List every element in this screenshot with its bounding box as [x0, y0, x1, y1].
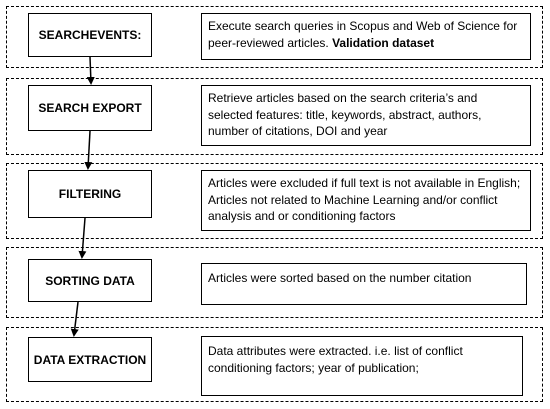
- desc-box-search-export: [201, 85, 531, 146]
- desc-box-data-extraction: [201, 336, 523, 396]
- desc-box-search-events: [201, 13, 531, 60]
- step-label: SEARCH EXPORT: [38, 101, 142, 115]
- step-label: DATA EXTRACTION: [33, 352, 147, 367]
- step-box-filtering: [28, 170, 152, 218]
- step-box-search-events: [28, 13, 152, 57]
- step-box-search-export: [28, 85, 152, 131]
- step-description: Articles were sorted based on the number citation: [208, 271, 472, 285]
- step-label: SEARCHEVENTS:: [38, 28, 142, 42]
- step-description: Data attributes were extracted. i.e. list of conflict conditioning factors; year of publication;: [208, 344, 463, 375]
- desc-box-sorting-data: [201, 263, 527, 305]
- step-label: SORTING DATA: [45, 273, 135, 288]
- step-box-sorting-data: [28, 259, 152, 302]
- step-box-data-extraction: [28, 337, 152, 382]
- desc-box-filtering: [201, 170, 531, 231]
- step-label: FILTERING: [58, 187, 122, 201]
- step-description: Execute search queries in Scopus and Web of Science for peer-reviewed articles.: [208, 19, 518, 50]
- step-description-highlight: Validation dataset: [332, 35, 435, 50]
- step-description: Articles were excluded if full text is not available in English; Articles not related to Machine Learning and/or conflict analysis and or conditioning factors: [208, 176, 521, 223]
- step-description: Retrieve articles based on the search criteria’s and selected features: title, keywords, abstract, authors, number of citations, DOI and year: [208, 91, 482, 138]
